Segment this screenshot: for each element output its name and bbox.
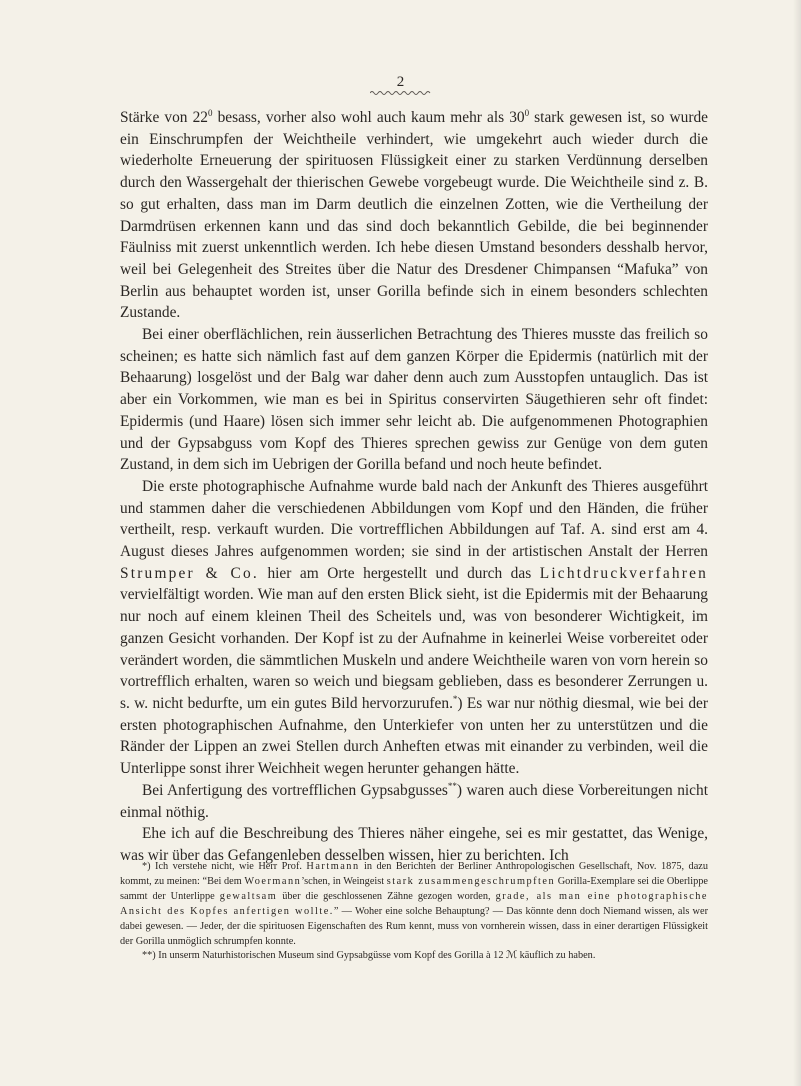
text-run: ) Es war nur nöthig diesmal, wie bei der ersten photographischen Aufnahme, den Unterkiefer von unten her zu unterstützen und die Ränder der Lippen an zwei Stellen durch Anheften etwas mit einander zu verbinden, weil die Unterlippe sonst ihrer Weichheit wegen herunter gehangen hätte. — [120, 694, 708, 778]
footnote-marker: * — [452, 693, 458, 704]
emphasized-text: Strumper & Co. — [120, 564, 259, 582]
text-run: stark gewesen ist, so wurde ein Einschrumpfen der Weichtheile verhindert, wie umgekehrt auch wieder durch die wiederholte Erneuerung der spirituosen Flüssigkeit einer zu starken Verdünnung derselben durch den Wassergehalt der thierischen Gewebe vorgebeugt wurde. Die Weichtheile sind z. B. so gut erhalten, dass man im Darm deutlich die einzelnen Zotten, wie die Vertheilung der Darmdrüsen erkennen kann und das sind doch bekanntlich Gebilde, die bei beginnender Fäulniss mit zuerst unkenntlich werden. Ich hebe diesen Umstand besonders desshalb hervor, weil bei Gelegenheit des Streites über die Natur des Dresdener Chimpansen “Mafuka” von Berlin aus behauptet worden ist, unser Gorilla befinde sich in einem besonders schlechten Zustande. — [120, 109, 708, 322]
body-text — [120, 107, 708, 867]
text-run: besass, vorher also wohl auch kaum mehr als 30 — [212, 109, 525, 126]
emphasized-text: Hartmann — [306, 861, 360, 872]
text-run: Bei einer oberflächlichen, rein äusserlichen Betrachtung des Thieres musste das freilich so scheinen; es hatte sich nämlich fast auf dem ganzen Körper die Epidermis (natürlich mit der Behaarung) losgelöst und der Balg war daher denn auch zum Ausstopfen untauglich. Das ist aber ein Vorkommen, wie man es bei in Spiritus conservirten Säugethieren sehr oft findet: Epidermis (und Haare) lösen sich immer sehr leicht ab. Die aufgenommenen Photographien und der Gypsabguss vom Kopf des Thieres sprechen gewiss zur Genüge von dem guten Zustand, in dem sich im Uebrigen der Gorilla befand und noch heute befindet. — [120, 326, 708, 474]
text-run: * — [142, 861, 148, 872]
text-run: ) In unserm Naturhistorischen Museum sind Gypsabgüsse vom Kopf des Gorilla à 12 ℳ käuflich zu haben. — [152, 950, 596, 962]
text-run: ’schen, in Weingeist — [301, 875, 387, 887]
footnotes — [120, 860, 708, 964]
text-run: ** — [142, 950, 153, 962]
text-run: vervielfältigt worden. Wie man auf den ersten Blick sieht, ist die Epidermis mit der Behaarung nur noch auf einem kleinen Theil des Scheitels und, was von besonderer Wichtigkeit, im ganzen Gesicht vorhanden. Der Kopf ist zu der Aufnahme in keinerlei Weise vorbereitet oder verändert worden, die sämmtlichen Muskeln und andere Weichtheile waren von vorn herein so vortrefflich erhalten, waren so weich und biegsam geblieben, dass es besonderer Zerrungen u. s. w. nicht bedurfte, um ein gutes Bild hervorzurufen. — [120, 586, 708, 712]
text-run: Ehe ich auf die Beschreibung des Thieres näher eingehe, sei es mir gestattet, das Wenige, was wir über das Gefangenleben desselben wissen, hier zu berichten. Ich — [120, 825, 708, 864]
text-run: ” — Woher eine solche Behauptung? — Das könnte denn doch Niemand wissen, als wer dabei gewesen. — Jeder, der die spirituosen Eigenschaften des Rum kennt, muss von vornherein wissen, dass in einer derartigen Flüssigkeit der Gorilla unmöglich schrumpfen konnte. — [120, 905, 708, 947]
page-number — [0, 74, 801, 96]
text-run: Gorilla-Exemplare sei die Oberlippe sammt der Unterlippe — [120, 875, 708, 902]
footnote — [120, 949, 708, 964]
paragraph — [120, 476, 708, 780]
emphasized-text: Woermann — [244, 875, 302, 887]
text-run: über die geschlossenen Zähne gezogen worden, — [277, 890, 496, 902]
footnote-marker: ** — [447, 780, 457, 791]
paragraph — [120, 107, 708, 324]
footnote-marker: 0 — [207, 108, 213, 118]
emphasized-text: stark zusammengeschrumpften — [386, 875, 556, 887]
text-run: Die erste photographische Aufnahme wurde bald nach der Ankunft des Thieres ausgeführt und stammen daher die verschiedenen Abbildungen vom Kopf und den Händen, die früher vertheilt, resp. verkauft wurden. Die vortrefflichen Abbildungen auf Taf. A. sind erst am 4. August dieses Jahres aufgenommen worden; sie sind in der artistischen Anstalt der Herren — [120, 477, 708, 561]
text-run: Stärke von 22 — [120, 109, 208, 126]
text-run: hier am Orte hergestellt und durch das — [258, 564, 540, 582]
emphasized-text: gewaltsam — [219, 890, 278, 902]
paragraph — [120, 780, 708, 823]
text-run: ) Ich verstehe nicht, wie Herr Prof. — [147, 861, 307, 872]
text-run: ) waren auch diese Vorbereitungen nicht einmal nöthig. — [120, 781, 708, 821]
emphasized-text: grade, als man eine photographische Ansicht des Kopfes anfertigen wollte. — [120, 890, 708, 917]
ornament-wave-icon — [370, 90, 432, 96]
footnote-marker: 0 — [524, 108, 530, 118]
page-edge-shadow — [793, 0, 801, 1086]
page-number-label: 2 — [396, 74, 405, 90]
text-run: in den Berichten der Berliner Anthropologischen Gesellschaft, Nov. 1875, dazu kommt, zu meinen: “Bei dem — [120, 861, 708, 887]
footnote — [120, 860, 708, 949]
emphasized-text: Lichtdruckverfahren — [539, 564, 708, 582]
paragraph — [120, 324, 708, 476]
text-run: Bei Anfertigung des vortrefflichen Gypsabgusses — [142, 781, 448, 799]
